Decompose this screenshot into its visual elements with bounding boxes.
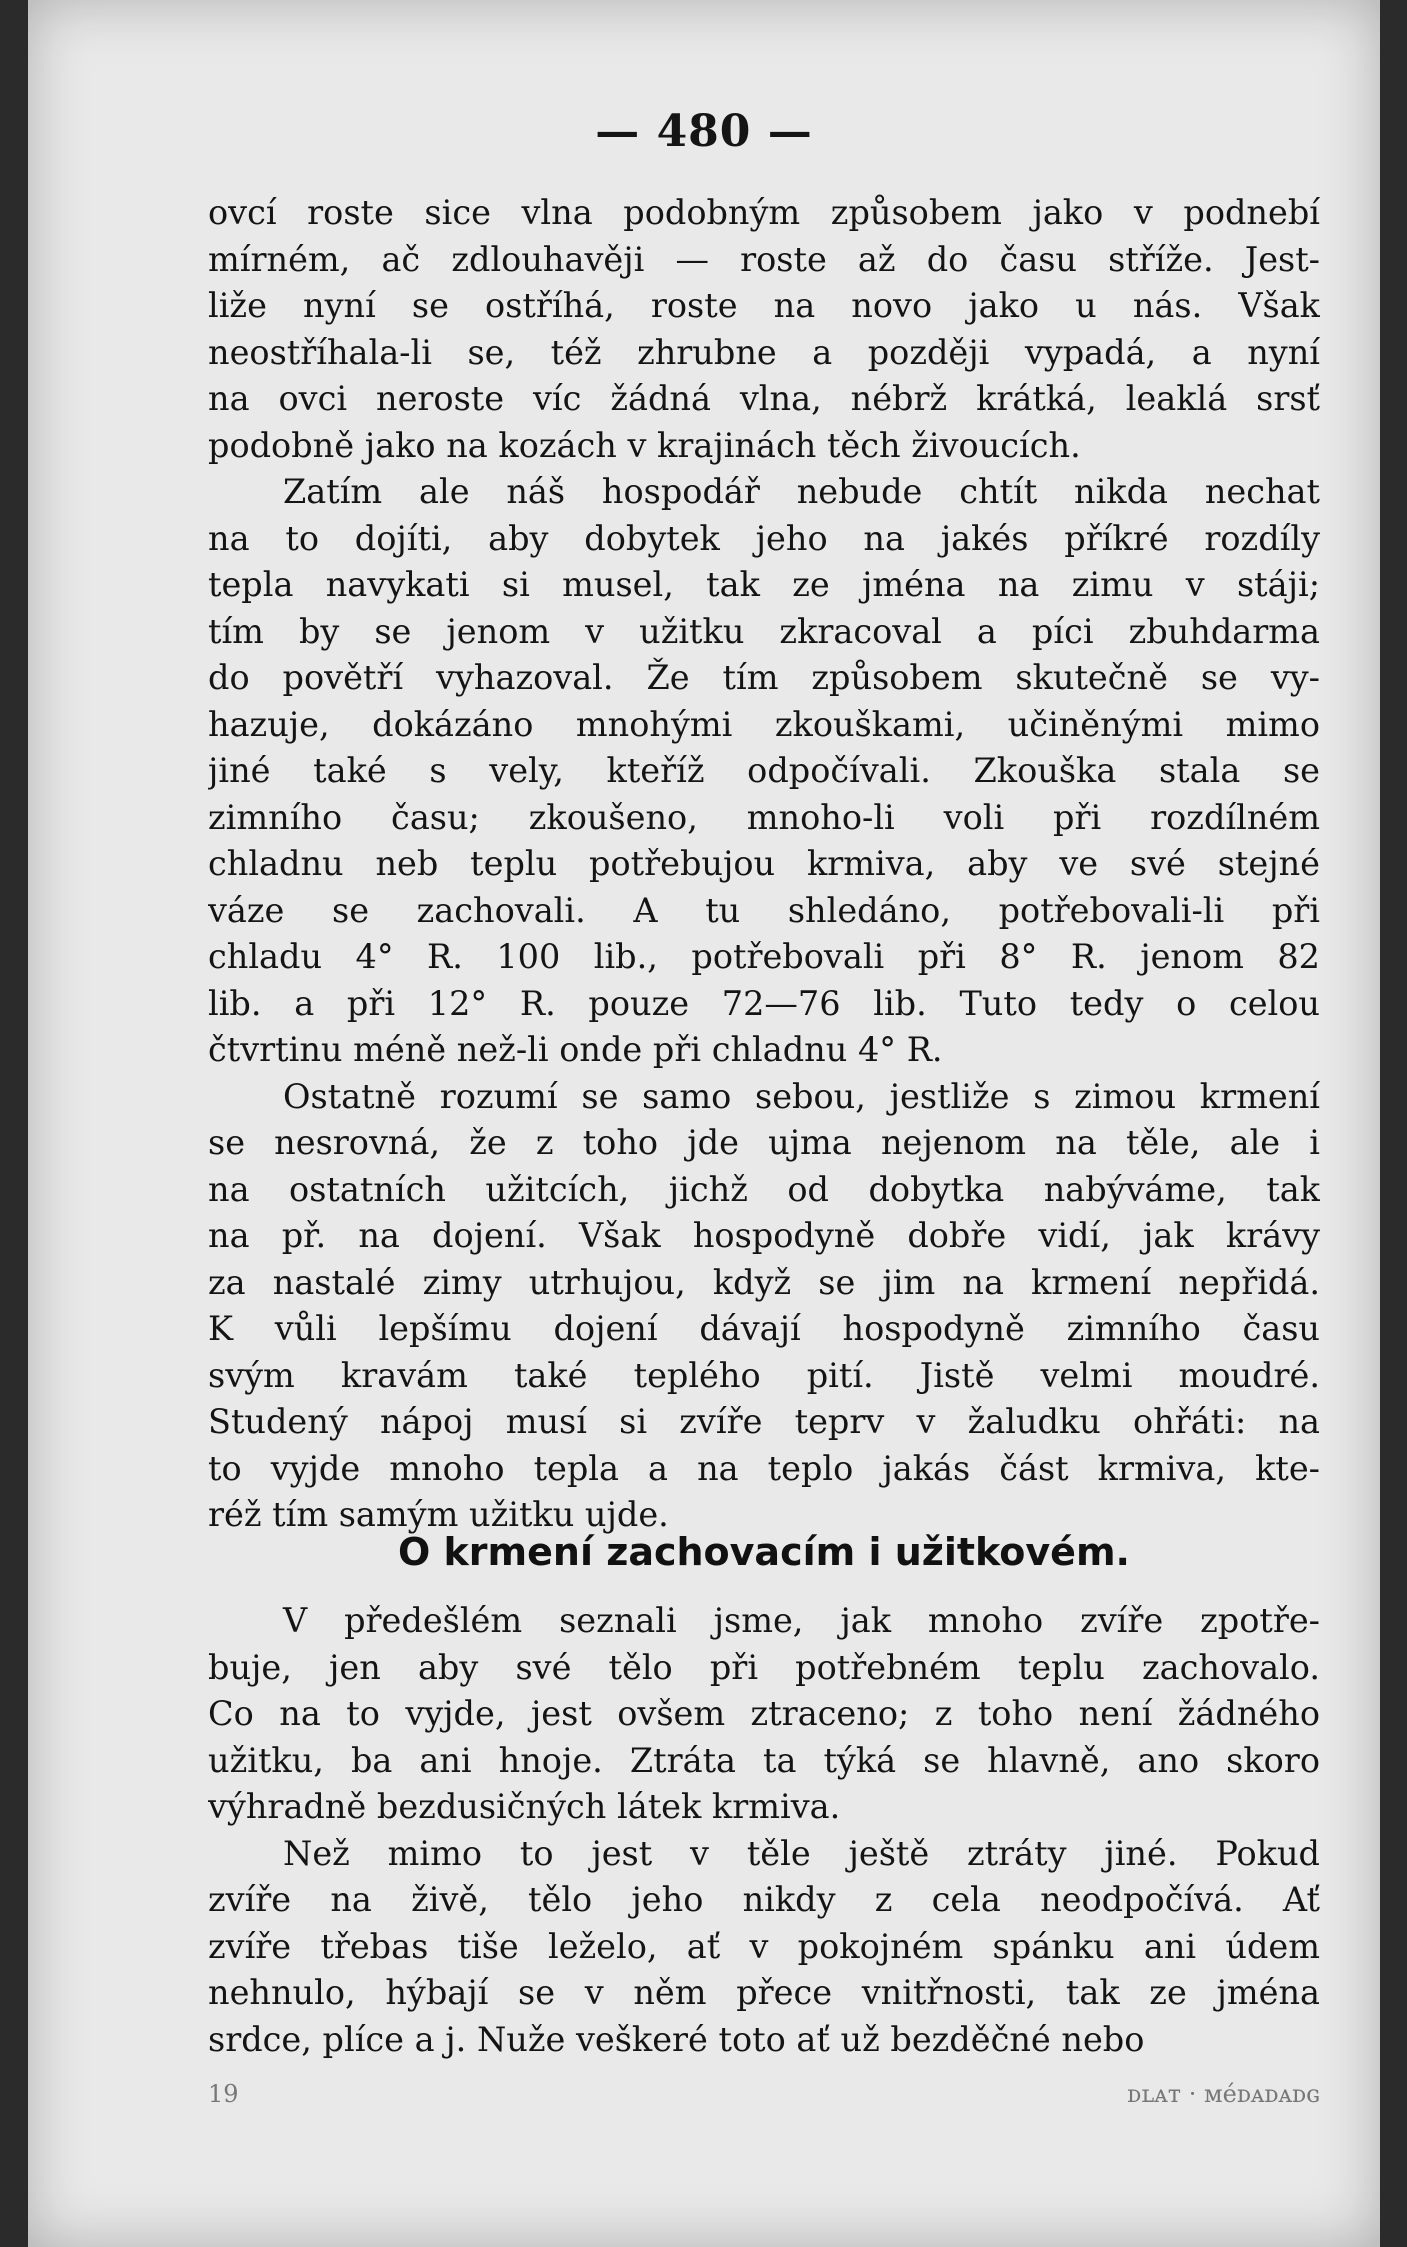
paragraph-4 [208,1598,1320,1831]
text-line: zvíře třebas tiše leželo, ať v pokojném spánku ani údem [208,1926,1320,1966]
text-line: tím by se jenom v užitku zkracoval a píci zbuhdarma [208,611,1320,651]
paragraph-5 [208,1831,1320,2064]
text-line: za nastalé zimy utrhujou, když se jim na krmení nepřidá. [208,1262,1320,1302]
page-number: — 480 — [595,106,813,157]
footer-bleedthrough: ᴅʟᴀᴛ · ᴍéᴅᴀᴅᴀᴅɢ [1127,2080,1320,2108]
body-text-lower [208,1598,1320,2063]
text-line: na ostatních užitcích, jichž od dobytka nabýváme, tak [208,1169,1320,1209]
section-heading: O krmení zachovacím i užitkovém. [397,1530,1130,1574]
text-line: ovcí roste sice vlna podobným způsobem jako v podnebí [208,193,1320,232]
body-text-upper [208,190,1320,1539]
text-line: chladu 4° R. 100 lib., potřebovali při 8° R. jenom 82 [208,937,1320,976]
text-line: svým kravám také teplého pití. Jistě velmi moudré. [208,1355,1320,1395]
text-line: to vyjde mnoho tepla a na teplo jakás část krmiva, kte- [208,1448,1320,1488]
paragraph-2 [208,469,1320,1074]
text-line: neostříhala-li se, též zhrubne a později vypadá, a nyní [208,332,1320,372]
text-line: zvíře na živě, tělo jeho nikdy z cela neodpočívá. Ať [208,1880,1320,1919]
text-line: lib. a při 12° R. pouze 72—76 lib. Tuto tedy o celou [208,983,1320,1023]
text-line: výhradně bezdusičných látek krmiva. [208,1787,841,1826]
text-line: chladnu neb teplu potřebujou krmiva, aby ve své stejné [208,844,1320,883]
text-line: Studený nápoj musí si zvíře teprv v žaludku ohřáti: na [208,1402,1320,1441]
paragraph-1 [208,190,1320,469]
text-line: čtvrtinu méně než-li onde při chladnu 4° R. [208,1030,943,1069]
text-line: nehnulo, hýbají se v něm přece vnitřnosti, tak ze jména [208,1973,1320,2012]
text-line: Zatím ale náš hospodář nebude chtít nikda nechat [283,472,1320,511]
text-line: se nesrovná, že z toho jde ujma nejenom na těle, ale i [208,1123,1320,1162]
text-line: váze se zachovali. A tu shledáno, potřebovali-li při [208,890,1320,930]
text-line: V předešlém seznali jsme, jak mnoho zvíře zpotře- [283,1601,1320,1640]
text-line: srdce, plíce a j. Nuže veškeré toto ať už bezděčné nebo [208,2019,1145,2059]
text-line: podobně jako na kozách v krajinách těch živoucích. [208,425,1081,465]
page-footer [208,2080,1320,2108]
text-line: K vůli lepšímu dojení dávají hospodyně zimního času [208,1309,1320,1348]
text-line: do povětří vyhazoval. Že tím způsobem skutečně se vy- [208,658,1320,697]
text-line: zimního času; zkoušeno, mnoho-li voli při rozdílném [208,797,1320,837]
text-line: Než mimo to jest v těle ještě ztráty jiné. Pokud [283,1833,1320,1873]
text-line: Ostatně rozumí se samo sebou, jestliže s zimou krmení [283,1076,1320,1116]
text-line: Co na to vyjde, jest ovšem ztraceno; z toho není žádného [208,1694,1320,1733]
scanned-page [28,0,1380,2247]
text-line: na ovci neroste víc žádná vlna, nébrž krátká, leaklá srsť [208,379,1320,418]
text-line: jiné také s vely, kteříž odpočívali. Zkouška stala se [208,751,1320,790]
text-line: užitku, ba ani hnoje. Ztráta ta týká se hlavně, ano skoro [208,1740,1320,1780]
text-line: buje, jen aby své tělo při potřebném teplu zachovalo. [208,1647,1320,1687]
text-line: hazuje, dokázáno mnohými zkouškami, učiněnými mimo [208,704,1320,744]
footer-signature: 19 [208,2080,239,2108]
text-line: mírném, ač zdlouhavěji — roste až do času stříže. Jest- [208,239,1320,279]
text-line: na př. na dojení. Však hospodyně dobře vidí, jak krávy [208,1216,1320,1255]
text-line: réž tím samým užitku ujde. [208,1495,669,1534]
text-line: na to dojíti, aby dobytek jeho na jakés příkré rozdíly [208,518,1320,558]
text-line: tepla navykati si musel, tak ze jména na zimu v stáji; [208,565,1320,604]
text-line: liže nyní se ostříhá, roste na novo jako u nás. Však [208,286,1320,325]
paragraph-3 [208,1074,1320,1539]
